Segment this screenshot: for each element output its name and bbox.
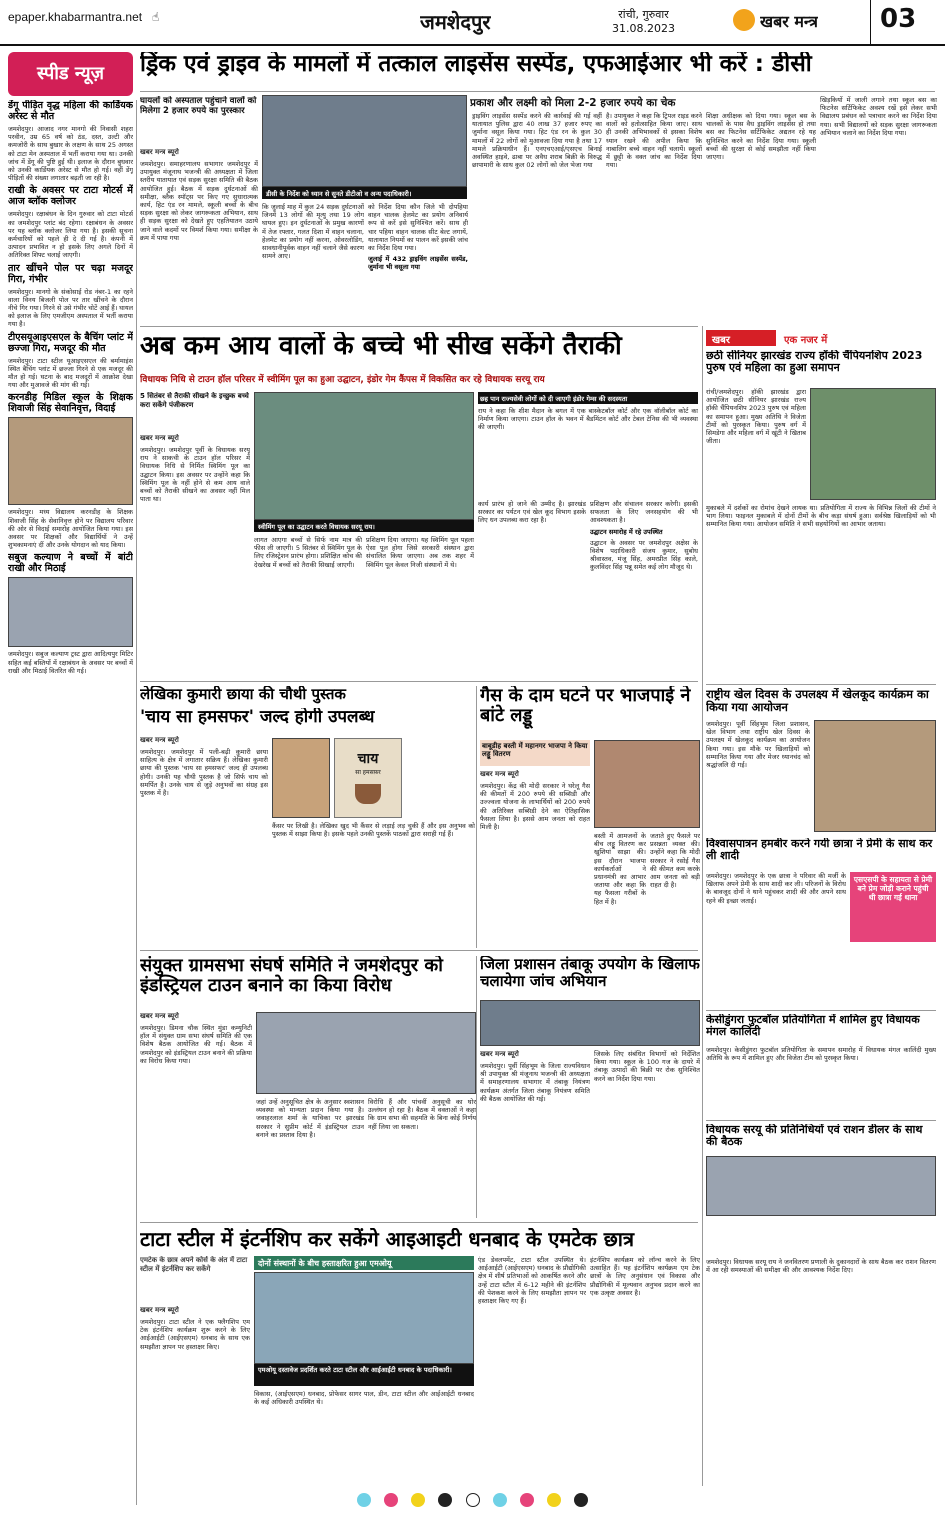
lead-body-text: को निर्देश दिया कौन जिले भी दोपहिया वाहन चालक हेलमेट का प्रयोग अनिवार्य रूप से करें इसे सुनिश्चित करें। साथ ही चार पहिया वाहन चालक सीट बेल्ट लगायें, यातायात नियमों का पालन करें इसकी जांच का निर्देश दिया गया। bbox=[368, 203, 468, 253]
lead-body: शिक्षा अधीक्षक को दिया गया। स्कूल बस के चालकों के पास वैध ड्राइविंग लाइसेंस हो तथा बस का फिटनेस सर्टिफिकेट अद्यतन रहे यह सुनिश्चित करने का निर्देश दिया गया। स्कूली बच्चों की सुरक्षा से कोई समझौता नहीं किया जाएगा। bbox=[706, 112, 816, 162]
story-body: जमशेदपुर। टाटा स्टील यूआइएसएल की बर्मामाइंस स्थित बैचिंग प्लांट में छज्जा गिरने से एक मजदूर की मौत हो गई। घटना के बाद मजदूरों में आक्रोश देखा गया और मुआवजे की मांग की गई। bbox=[8, 356, 133, 390]
cup-icon bbox=[355, 784, 381, 804]
lead-headline: ड्रिंक एवं ड्राइव के मामलों में तत्काल लाइसेंस सस्पेंड, एफआईआर भी करें : डीसी bbox=[140, 52, 812, 77]
hockey-body: मुकाबले में दर्शकों का रोमांच देखने लायक था। प्रतियोगिता में राज्य के विभिन्न जिलों की टीमों ने भाग लिया। फाइनल मुकाबले में दोनों टीमों के बीच कड़ा संघर्ष हुआ। सर्वश्रेष्ठ खिलाड़ियों को भी सम्मानित किया गया। आयोजन समिति ने सभी सहयोगियों का आभार जताया। bbox=[706, 504, 936, 529]
chhaya-byline: खबर मन्त्र ब्यूरो bbox=[140, 736, 179, 744]
ration-title: विधायक सरयू की प्रतिनिधियों एवं राशन डीलर के साथ की बैठक bbox=[706, 1124, 923, 1149]
football-body: जमशेदपुर। केसीडुंगरा फुटबॉल प्रतियोगिता के समापन समारोह में विधायक मंगल कालिंदी मुख्य अतिथि के रूप में शामिल हुए और विजेता टीम को पुरस्कृत किया। bbox=[706, 1046, 936, 1063]
internship-body: एंड डेवलपमेंट, टाटा स्टील उपस्थित थे। आईआईटी (आईएसएम) धनबाद के प्रौद्योगिकी क्षेत्र में शीर्ष प्रतिभाओं को आकर्षित करने और उन्हें टाटा स्टील में 6-12 महीने की इंटर्नशिप की पेशकश करने के लिए समझौता ज्ञापन पर हस्ताक्षर किए गए हैं। bbox=[478, 1256, 586, 1306]
cyan-dot-icon bbox=[357, 1493, 371, 1507]
chhaya-headline: लेखिका कुमारी छाया की चौथी पुस्तक bbox=[140, 686, 346, 703]
yellow-dot-icon bbox=[411, 1493, 425, 1507]
lead-photo bbox=[262, 95, 467, 187]
ration-body: जमशेदपुर। विधायक सरयू राय ने जनवितरण प्रणाली के दुकानदारों के साथ बैठक कर राशन वितरण में आ रही समस्याओं की समीक्षा की और आवश्यक निर्देश दिए। bbox=[706, 1258, 936, 1275]
tobacco-body: जिसके लिए संबंधित विभागों को निर्देशित किया गया। स्कूल के 100 गज के दायरे में तंबाकू उत्पादों की बिक्री पर रोक सुनिश्चित करने का निर्देश दिया गया। bbox=[594, 1050, 700, 1083]
tobacco-body: जमशेदपुर। पूर्वी सिंहभूम के जिला राज्यविधान श्री उपायुक्त श्री मंजूनाथ भजन्त्री की अध्यक्षता में समाहरणालय सभागार में तंबाकू नियंत्रण कार्यक्रम अंतर्गत जिला तंबाकू नियंत्रण समिति की बैठक आयोजित की गई। bbox=[480, 1062, 590, 1103]
dateline bbox=[612, 8, 675, 36]
section-tag: खबर bbox=[706, 330, 776, 346]
pool-body: प्रशिक्षण दिया जाएगा। यह स्विमिंग पूल पहला ऐसा पूल होगा जिसे सरकारी संस्थान द्वारा संचालित किया जाएगा। अब तक शहर में स्विमिंग पूल केवल निजी संस्थानों में थे। bbox=[366, 536, 474, 569]
story-title: सबुज कल्याण ने बच्चों में बांटी राखी और मिठाई bbox=[8, 552, 133, 575]
date: 31.08.2023 bbox=[612, 22, 675, 35]
chhaya-headline-2: 'चाय सा हमसफर' जल्द होगी उपलब्ध bbox=[140, 708, 375, 727]
section-tag-2: एक नजर में bbox=[784, 335, 828, 346]
sports-day-title: राष्ट्रीय खेल दिवस के उपलक्ष्य में खेलकूद कार्यक्रम का किया गया आयोजन bbox=[706, 688, 929, 714]
story-body: जमशेदपुर। रक्षाबंधन के दिन गुरुवार को टाटा मोटर्स का जमशेदपुर प्लांट बंद रहेगा। रक्षाबंधन के अवसर पर यह ब्लॉक क्लोजर लिया गया है। इसकी सूचना कर्मचारियों को पहले ही दे दी गई है। कंपनी में उत्पादन प्रभावित न हो इसके लिए अगले दिनों में अतिरिक्त शिफ्ट चलाई जाएगी। bbox=[8, 210, 133, 260]
gramsabha-body: जहां उन्हें अनुसूचित क्षेत्र के अनुसार स्वशासन व्यवस्था को मान्यता प्रदान किया गया है। जवाहरलाल शर्मा के याचिका पर झारखंड सरकार ने सुप्रीम कोर्ट में इंडस्ट्रियल टाउन बनाने का प्रस्ताव दिया है। bbox=[256, 1098, 364, 1139]
pool-side-body: राय ने कहा कि शीश मैदान के बगल में एक बास्केटबॉल कोर्ट और एक वॉलीबॉल कोर्ट का निर्माण किया जाएगा। टाउन हॉल के भवन में बैडमिंटन कोर्ट और टेबल टेनिस की भी व्यवस्था की जाएगी। bbox=[478, 407, 698, 432]
page-number: 03 bbox=[880, 4, 917, 34]
internship-byline: खबर मन्त्र ब्यूरो bbox=[140, 1306, 179, 1314]
lead-body: है। उपायुक्त ने कहा कि ट्रिपल राइड करने वालों को हतोत्साहित किया जाए। साथ ही उनकी अभिभावकों से इसका विशेष ध्यान रखने की अपील किया कि नाबालिग बच्चे वाहन नहीं चलायें। स्कूलों में छुट्टी के वक्त जांच का निर्देश दिया गया। bbox=[606, 112, 702, 170]
story-body: जमशेदपुर। मानगो के संकोसाई रोड नंबर-1 का रहने वाला विनय बिजली पोल पर तार खींचने के दौरान नीचे गिर गया। गिरने से उसे गंभीर चोटें आई हैं। घायल को इलाज के लिए एमजीएम अस्पताल में भर्ती कराया गया है। bbox=[8, 287, 133, 329]
cursor-icon: ☝ bbox=[152, 10, 160, 24]
pool-body: लागत आएगा बच्चों से सिर्फ नाम मात्र की फीस ली जाएगी। 5 सितंबर से स्विमिंग पूल के लिए रजिस्ट्रेशन प्रारंभ होगा। प्रशिक्षित कोच की देखरेख में बच्चों को तैराकी सिखाई जाएगी। bbox=[254, 536, 362, 569]
divider bbox=[140, 1222, 698, 1223]
divider bbox=[140, 326, 698, 327]
story-body: जमशेदपुर। सबुज कल्याण ट्रस्ट द्वारा आदित्यपुर मिटिर सहित कई बस्तियों में रक्षाबंधन के अवसर पर बच्चों में राखी और मिठाई वितरित की गई। bbox=[8, 650, 133, 675]
gas-body: जताते हुए फैसले पर प्रसन्नता व्यक्त की। उन्होंने कहा कि मोदी सरकार ने रसोई गैस की कीमत कम करके आम जनता को बड़ी राहत दी है। bbox=[650, 832, 700, 890]
internship-body: विकास, (आईएसएम) धनबाद, प्रोफेसर सागर पाल, डीन, टाटा स्टील और आईआईटी धनबाद के कई अधिकारी उपस्थित थे। bbox=[254, 1390, 474, 1407]
sports-day-body: जमशेदपुर। पूर्वी सिंहभूम जिला प्रशासन, खेल विभाग तथा राष्ट्रीय खेल दिवस के उपलक्ष्य में खेलकूद कार्यक्रम का आयोजन किया गया। इस मौके पर खिलाड़ियों को सम्मानित किया गया और मेजर ध्यानचंद को श्रद्धांजलि दी गई। bbox=[706, 720, 810, 770]
black-dot-icon bbox=[438, 1493, 452, 1507]
divider bbox=[706, 684, 936, 685]
author-photo bbox=[272, 738, 330, 818]
divider bbox=[136, 100, 137, 1505]
chhaya-body: जमशेदपुर। जमशेदपुर में पली-बढ़ी कुमारी छाया साहित्य के क्षेत्र में लगातार सक्रिय हैं। लेखिका कुमारी छाया की पुस्तक 'चाय सा हमसफर' जल्द ही उपलब्ध होगी। उनकी यह चौथी पुस्तक है जो सिर्फ चाय को समर्पित है। उनके चाय से जुड़े अनुभवों का संग्रह इस पुस्तक में है। bbox=[140, 748, 268, 798]
lead-byline: खबर मन्त्र ब्यूरो bbox=[140, 148, 179, 156]
football-title: केसीडुंगरा फुटबॉल प्रतियोगिता में शामिल हुए विधायक मंगल कालिंदी bbox=[706, 1014, 920, 1039]
gas-body: बस्ती में आमजनों के बीच लड्डू वितरण कर खुशियां साझा की। इस दौरान भाजपा कार्यकर्ताओं ने प्रधानमंत्री का आभार जताया और कहा कि यह फैसला गरीबों के हित में है। bbox=[594, 832, 646, 906]
ration-photo bbox=[706, 1156, 936, 1216]
gramsabha-photo bbox=[256, 1012, 476, 1094]
divider bbox=[140, 681, 698, 682]
divider bbox=[476, 956, 477, 1218]
hockey-photo bbox=[810, 388, 936, 500]
pool-pointers: 5 सितंबर से तैराकी सीखने के इच्छुक बच्चे करा सकेंगे पंजीकरण bbox=[140, 392, 249, 409]
story-title: राखी के अवसर पर टाटा मोटर्स में आज ब्लॉक क्लोजर bbox=[8, 185, 133, 208]
pool-body: जमशेदपुर। जमशेदपुर पूर्वी के विधायक सरयू राय ने साकची के टाउन हॉल परिसर में विधायक निधि से निर्मित स्विमिंग पूल का उद्घाटन किया। इस अवसर पर उन्होंने कहा कि स्विमिंग पूल के नहीं होने से कम आय वाले बच्चों को तैराकी सीखने का अवसर नहीं मिल पाता था। bbox=[140, 446, 250, 504]
divider bbox=[140, 950, 698, 951]
book-title: चाय bbox=[357, 751, 379, 767]
rakhi-photo bbox=[8, 577, 133, 647]
internship-body: इंटर्नशिप कार्यक्रम को लॉन्च करने के लिए उत्साहित हैं। यह इंटर्नशिप कार्यक्रम एम टेक छात्रों के लिए अनुसंधान एवं विकास और प्रौद्योगिकी में मूल्यवान अनुभव प्रदान करने का एक उत्कृष्ट अवसर है। bbox=[590, 1256, 700, 1297]
brand-name: खबर मन्त्र bbox=[760, 12, 818, 31]
marriage-body: जमशेदपुर। जमशेदपुर के एक छात्रा ने परिवार की मर्जी के खिलाफ अपने प्रेमी के साथ शादी कर ली। परिजनों के विरोध के बावजूद दोनों ने थाने पहुंचकर शादी की और अपने साथ रहने की इच्छा जताई। bbox=[706, 872, 846, 905]
gas-subtag: बाबूडीह बस्ती में महानगर भाजपा ने किया लड्डू वितरण bbox=[480, 740, 590, 766]
retirement-photo bbox=[8, 417, 133, 505]
gramsabha-body: विरोधि हैं और पांचवीं अनुसूची का घोर उल्लंघन हो रहा है। बैठक में वक्ताओं ने कहा कि ग्राम सभा की सहमति के बिना कोई निर्णय नहीं लिया जा सकता। bbox=[368, 1098, 476, 1131]
black-dot-icon bbox=[574, 1493, 588, 1507]
print-registration-marks bbox=[20, 1492, 925, 1510]
divider bbox=[476, 686, 477, 948]
internship-points: एमटेक के छात्र अपने कोर्स के अंत में टाटा स्टील में इंटर्नशिप कर सकेंगे bbox=[140, 1256, 248, 1273]
divider bbox=[702, 326, 703, 1486]
place-day: रांची, गुरुवार bbox=[618, 8, 669, 21]
story-title: टीएसयूआइएसएल के बैचिंग प्लांट में छज्जा गिरा, मजदूर की मौत bbox=[8, 331, 133, 354]
speed-news-badge: स्पीड न्यूज़ bbox=[8, 52, 133, 96]
pool-body-text: प्रशिक्षण और संचालन सरकार करेगी। इसकी सफलता के लिए जनसहयोग की भी आवश्यकता है। bbox=[590, 500, 698, 525]
chhaya-body: कैंसर पर लिखी है। लेखिका खुद भी कैंसर से लड़ाई लड़ चुकी हैं और इस अनुभव को पुस्तक में साझा किया है। इसके पहले उनकी पुस्तकें पाठकों द्वारा सराही गई हैं। bbox=[272, 822, 475, 839]
pool-side-body-2: उद्घाटन के अवसर पर जमशेदपुर अक्षेस के विशेष पदाधिकारी संजय कुमार, सुबोध श्रीवास्तव, मंजू सिंह, अमरप्रीत सिंह काले, कुलविंदर सिंह पन्नू समेत कई लोग मौजूद थे। bbox=[590, 538, 698, 572]
divider bbox=[870, 0, 871, 44]
magenta-dot-icon bbox=[384, 1493, 398, 1507]
pool-byline: खबर मन्त्र ब्यूरो bbox=[140, 434, 179, 442]
gas-headline: गैस के दाम घटने पर भाजपाई ने बांटे लड्डू bbox=[480, 686, 691, 726]
book-cover bbox=[334, 738, 402, 818]
internship-photo-caption: एमओयू दस्तावेज प्रदर्शित करते टाटा स्टील और आईआईटी धनबाद के पदाधिकारी। bbox=[254, 1364, 474, 1386]
story-title: करनडीह मिडिल स्कूल के शिक्षक शिवाजी सिंह सेवानिवृत्त, विदाई bbox=[8, 392, 133, 415]
pool-photo-caption: स्वीमिंग पूल का उद्घाटन करते विधायक सरयू राय। bbox=[254, 520, 474, 532]
pool-photo bbox=[254, 392, 474, 520]
gas-body: जमशेदपुर। केंद्र की मोदी सरकार ने घरेलू गैस की कीमतों में 200 रुपये की सब्सिडी और उज्ज्वला योजना के लाभार्थियों को 200 रुपये की अतिरिक्त सब्सिडी देने का ऐतिहासिक फैसला लिया है। इससे आम जनता को राहत मिली है। bbox=[480, 782, 590, 832]
divider bbox=[140, 91, 935, 92]
lead-body: कि जुलाई माह में कुल 24 सड़क दुर्घटनाओं जिनमें 13 लोगों की मृत्यु तथा 19 लोग घायल हुए। इन दुर्घटनाओं के प्रमुख कारणों में तेज रफ्तार, गलत दिशा में वाहन चलाना, हेलमेट का प्रयोग नहीं करना, ओवरलोडिंग, सावधानीपूर्वक वाहन नहीं चलाने जैसे कारण सामने आए। bbox=[262, 203, 364, 261]
hockey-body: रांची/जमशेदपुर। हॉकी झारखंड द्वारा आयोजित छठी सीनियर झारखंड राज्य हॉकी चैंपियनशिप 2023 पुरुष एवं महिला का समापन हुआ। मुख्य अतिथि ने विजेता टीमों को पुरस्कृत किया। पुरुष वर्ग में सिमडेगा और महिला वर्ग में खूंटी ने खिताब जीता। bbox=[706, 388, 806, 446]
pool-body bbox=[590, 500, 698, 678]
story-body: जमशेदपुर। आजाद नगर मानगो की निवासी शहरा परवीन, उम्र 65 वर्ष को ठंड, दस्त, उल्टी और कमजोरी के साथ बुखार के लक्षण के साथ 25 अगस्त को टाटा मेन अस्पताल में भर्ती कराया गया था। उनकी जांच में डेंगू की पुष्टि हुई थी। इलाज के दौरान बुधवार को उनकी कार्डियक अरेस्ट से मौत हो गई। वहीं डेंगू पीड़ितों की संख्या लगातार बढ़ती जा रही है। bbox=[8, 125, 133, 183]
city-name: जमशेदपुर bbox=[420, 10, 491, 34]
hockey-title: छठी सीनियर झारखंड राज्य हॉकी चैंपियनशिप 2023 पुरुष एवं महिला का हुआ समापन bbox=[706, 350, 923, 375]
story-title: तार खींचने पोल पर चढ़ा मजदूर गिरा, गंभीर bbox=[8, 262, 133, 285]
lead-body bbox=[368, 203, 468, 320]
divider bbox=[706, 1120, 936, 1121]
gas-photo bbox=[594, 740, 700, 828]
story-title: डेंगू पीड़ित वृद्ध महिला की कार्डियक अरेस्ट से मौत bbox=[8, 100, 133, 122]
tobacco-photo bbox=[480, 1000, 700, 1046]
gramsabha-headline: संयुक्त ग्रामसभा संघर्ष समिति ने जमशेदपुर को इंडस्ट्रियल टाउन बनाने का किया विरोध bbox=[140, 956, 443, 996]
pool-headline: अब कम आय वालों के बच्चे भी सीख सकेंगे तैराकी bbox=[140, 332, 622, 361]
cyan-dot-icon bbox=[493, 1493, 507, 1507]
lead-photo-caption: डीसी के निर्देश को ध्यान से सुनते डीटीओ व अन्य पदाधिकारी। bbox=[262, 187, 467, 199]
pool-side-title: छह पान राज्यसेवी लोगों को दी जाएगी इंडोर गेम्स की सदस्यता bbox=[478, 392, 698, 404]
left-column bbox=[8, 100, 133, 1505]
marriage-title: विश्वासपात्रन हमबीर करने गयी छात्रा ने प्रेमी के साथ कर ली शादी bbox=[706, 838, 933, 863]
marriage-pink-box: एसएसपी के सहायता से प्रेमी बने प्रेम जोड़ी कराने पहुंची थी छात्रा गई थाना bbox=[850, 872, 936, 942]
book-subtitle: सा हमसफ़र bbox=[355, 769, 381, 776]
story-body: जमशेदपुर। मध्य विद्यालय करनडीह के शिक्षक शिवाजी सिंह के सेवानिवृत्त होने पर विद्यालय परिवार की ओर से विदाई समारोह आयोजित किया गया। इस अवसर पर शिक्षकों और विद्यार्थियों ने उन्हें शुभकामनाएं दीं और उनके योगदान को याद किया। bbox=[8, 508, 133, 550]
internship-body: जमशेदपुर। टाटा स्टील ने एक फ्लैगशिप एम टेक इंटर्नशिप कार्यक्रम शुरू करने के लिए आईआईटी (आईएसएम) धनबाद के साथ एक समझौता ज्ञापन पर हस्ताक्षर किए। bbox=[140, 1318, 250, 1351]
lead-body: जमशेदपुर। समाहरणालय सभागार जमशेदपुर में उपायुक्त मंजूनाथ भजन्त्री की अध्यक्षता में जिला स्तरीय यातायात एवं सड़क सुरक्षा समिति की बैठक आयोजित हुई। बैठक में सड़क दुर्घटनाओं की समीक्षा, ब्लैक स्पॉट्स पर किए गए सुधारात्मक कार्य, हिट एंड रन मामले, स्कूली बच्चों के बीच सड़क सुरक्षा को लेकर जागरूकता अभियान, साथ ही सड़क सुरक्षा को देखते हुए एहतियातन उठाये जाने वाले कदमों पर विमर्श किया गया। समीक्षा के क्रम में पाया गया bbox=[140, 160, 258, 242]
internship-banner: दोनों संस्थानों के बीच हस्ताक्षरित हुआ एमओयू bbox=[254, 1256, 474, 1270]
sports-day-photo bbox=[814, 720, 936, 832]
site-url[interactable]: epaper.khabarmantra.net bbox=[8, 10, 143, 24]
internship-headline: टाटा स्टील में इंटर्नशिप कर सकेंगे आइआइटी धनबाद के एमटेक छात्र bbox=[140, 1228, 634, 1251]
divider bbox=[706, 1010, 936, 1011]
tobacco-byline: खबर मन्त्र ब्यूरो bbox=[480, 1050, 519, 1058]
lead-body: ड्राइविंग लाइसेंस सस्पेंड करने की कार्रवाई की गई वहीं यातायात पुलिस द्वारा 40 लाख 37 हजार रुपए का जुर्माना वसूल किया गया। हिट एंड रन के कुल 30 मामलों में 22 लोगों को मुआवजा दिया गया है तथा 17 मामले प्रक्रियाधीन हैं। एनएचएआई/एसएच बिनाई अवस्थित हाइवे, ढाबा पर अवैध शराब बिक्री के विरुद्ध छापामारी के साथ कुल 02 लोगों को जेल भेजा गया bbox=[472, 112, 602, 170]
gramsabha-body: जमशेदपुर। डिमना चौक स्थित मुंडा कम्युनिटी हॉल में संयुक्त ग्राम सभा संघर्ष समिति की एक विशेष बैठक आयोजित की गई। बैठक में जमशेदपुर को इंडस्ट्रियल टाउन बनाने की प्रक्रिया का विरोध किया गया। bbox=[140, 1024, 252, 1065]
lead-highlight: जुलाई में 432 ड्राइविंग लाइसेंस सस्पेंड, जुर्माना भी वसूला गया bbox=[368, 255, 468, 272]
gramsabha-byline: खबर मन्त्र ब्यूरो bbox=[140, 1012, 179, 1020]
pool-subhead: विधायक निधि से टाउन हॉल परिसर में स्वीमिंग पूल का हुआ उद्घाटन, इंडोर गेम कैंपस में विकसित कर रहे विधायक सरयू राय bbox=[140, 375, 545, 385]
pool-body: कार्य प्रारंभ हो जाने की उम्मीद है। झारखंड सरकार का पर्यटन एवं खेल कूद विभाग इसके लिए धन उपलब्ध करा रहा है। bbox=[478, 500, 586, 525]
internship-photo bbox=[254, 1272, 474, 1364]
lead-body: खिड़कियों में जाली लगाने तथा स्कूल बस का फिटनेस सर्टिफिकेट अवश्य रखें इसे लेकर सभी विद्यालय प्रबंधन को पत्राचार करने का निर्देश दिया गया। सभी विद्यालयों को सड़क सुरक्षा जागरूकता अभियान चलाने का निर्देश दिया गया। bbox=[820, 96, 937, 137]
register-target-icon bbox=[466, 1493, 480, 1507]
magenta-dot-icon bbox=[520, 1493, 534, 1507]
pool-side-highlight: उद्घाटन समारोह में रहे उपस्थित bbox=[590, 527, 663, 536]
masthead bbox=[0, 0, 945, 46]
tobacco-headline: जिला प्रशासन तंबाकू उपयोग के खिलाफ चलायेगा जांच अभियान bbox=[480, 956, 700, 990]
lead-subhead: प्रकाश और लक्ष्मी को मिला 2-2 हजार रुपये का चेक bbox=[470, 97, 676, 109]
gas-byline: खबर मन्त्र ब्यूरो bbox=[480, 770, 519, 778]
yellow-dot-icon bbox=[547, 1493, 561, 1507]
brand-logo-icon bbox=[733, 9, 755, 31]
lead-sidebar-quote: घायलों को अस्पताल पहुंचाने वालों को मिलेगा 2 हजार रुपये का पुरस्कार bbox=[140, 96, 257, 116]
